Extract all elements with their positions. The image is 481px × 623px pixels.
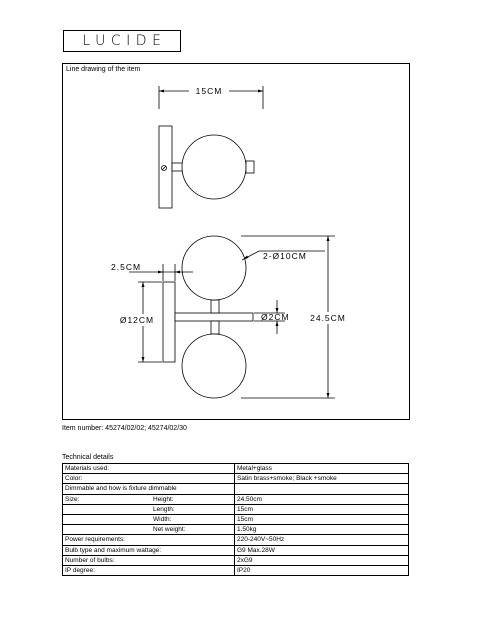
spec-row [63,494,409,504]
spec-row [63,525,409,535]
spec-row [63,545,409,555]
technical-details-title: Technical details [62,454,114,461]
spec-row [63,514,409,524]
spec-sublabel: Length: [153,505,175,513]
spec-value: 220-240V~50Hz [235,535,409,545]
spec-label: Dimmable and how is fixture dimmable [65,485,177,493]
top-view-globe [182,135,246,199]
spec-label [65,525,153,534]
globe-diameter-label: 2-Ø10CM [263,251,307,261]
spec-value: IP20 [235,565,409,575]
spec-label-cell [63,474,235,484]
spec-row [63,464,409,474]
spec-row [63,555,409,565]
spec-value: Satin brass+smoke; Black +smoke [235,474,409,484]
tube-diameter-label: Ø2CM [261,312,290,322]
drawing-title: Line drawing of the item [66,66,141,73]
spec-label-cell [63,494,235,504]
spec-label: Color: [65,475,83,483]
spec-value: G9 Max.28W [235,545,409,555]
front-view-backplate [163,282,175,362]
spec-label-cell [63,484,235,494]
backplate-diameter-label: Ø12CM [119,315,155,325]
spec-label-cell [63,535,235,545]
spec-label: Power requirements: [65,536,125,544]
spec-value: 24.50cm [235,494,409,504]
spec-row [63,484,409,494]
spec-label-cell [63,565,235,575]
spec-value: Metal+glass [235,464,409,474]
line-drawing-frame [62,63,410,420]
spec-sublabel: Height: [153,495,174,503]
spec-label: Number of bulbs: [65,556,115,564]
spec-label: Bulb type and maximum wattage: [65,546,162,554]
spec-label-cell [63,555,235,565]
spec-label-cell [63,464,235,474]
spec-label: Size: [65,495,80,503]
item-number: Item number: 45274/02/02; 45274/02/30 [62,425,187,432]
width-label: 15CM [195,86,223,96]
spec-value [235,484,409,494]
technical-details-table [62,463,409,576]
spec-value: 2xG9 [235,555,409,565]
spec-label-cell [63,514,235,524]
spec-row [63,565,409,575]
height-label: 24.5CM [310,313,346,323]
front-view-bar [175,313,253,321]
spec-label: Materials used: [65,465,110,473]
spec-label-cell [63,525,235,535]
spec-value: 15cm [235,514,409,524]
spec-label-cell [63,545,235,555]
front-view-globe-upper [182,236,246,300]
spec-sublabel: Net weight: [153,526,186,534]
backplate-depth-label: 2.5CM [111,262,142,272]
spec-value: 1.50kg [235,525,409,535]
spec-row [63,474,409,484]
spec-sublabel: Width: [153,516,172,524]
front-view-globe-lower [182,334,246,398]
spec-row [63,504,409,514]
lucide-logo: LUCIDE [63,30,181,52]
spec-value: 15cm [235,504,409,514]
line-drawing [63,64,411,421]
spec-label [65,505,153,514]
spec-label: IP degree: [65,566,95,574]
spec-label-cell [63,504,235,514]
spec-row [63,535,409,545]
spec-label [65,515,153,524]
